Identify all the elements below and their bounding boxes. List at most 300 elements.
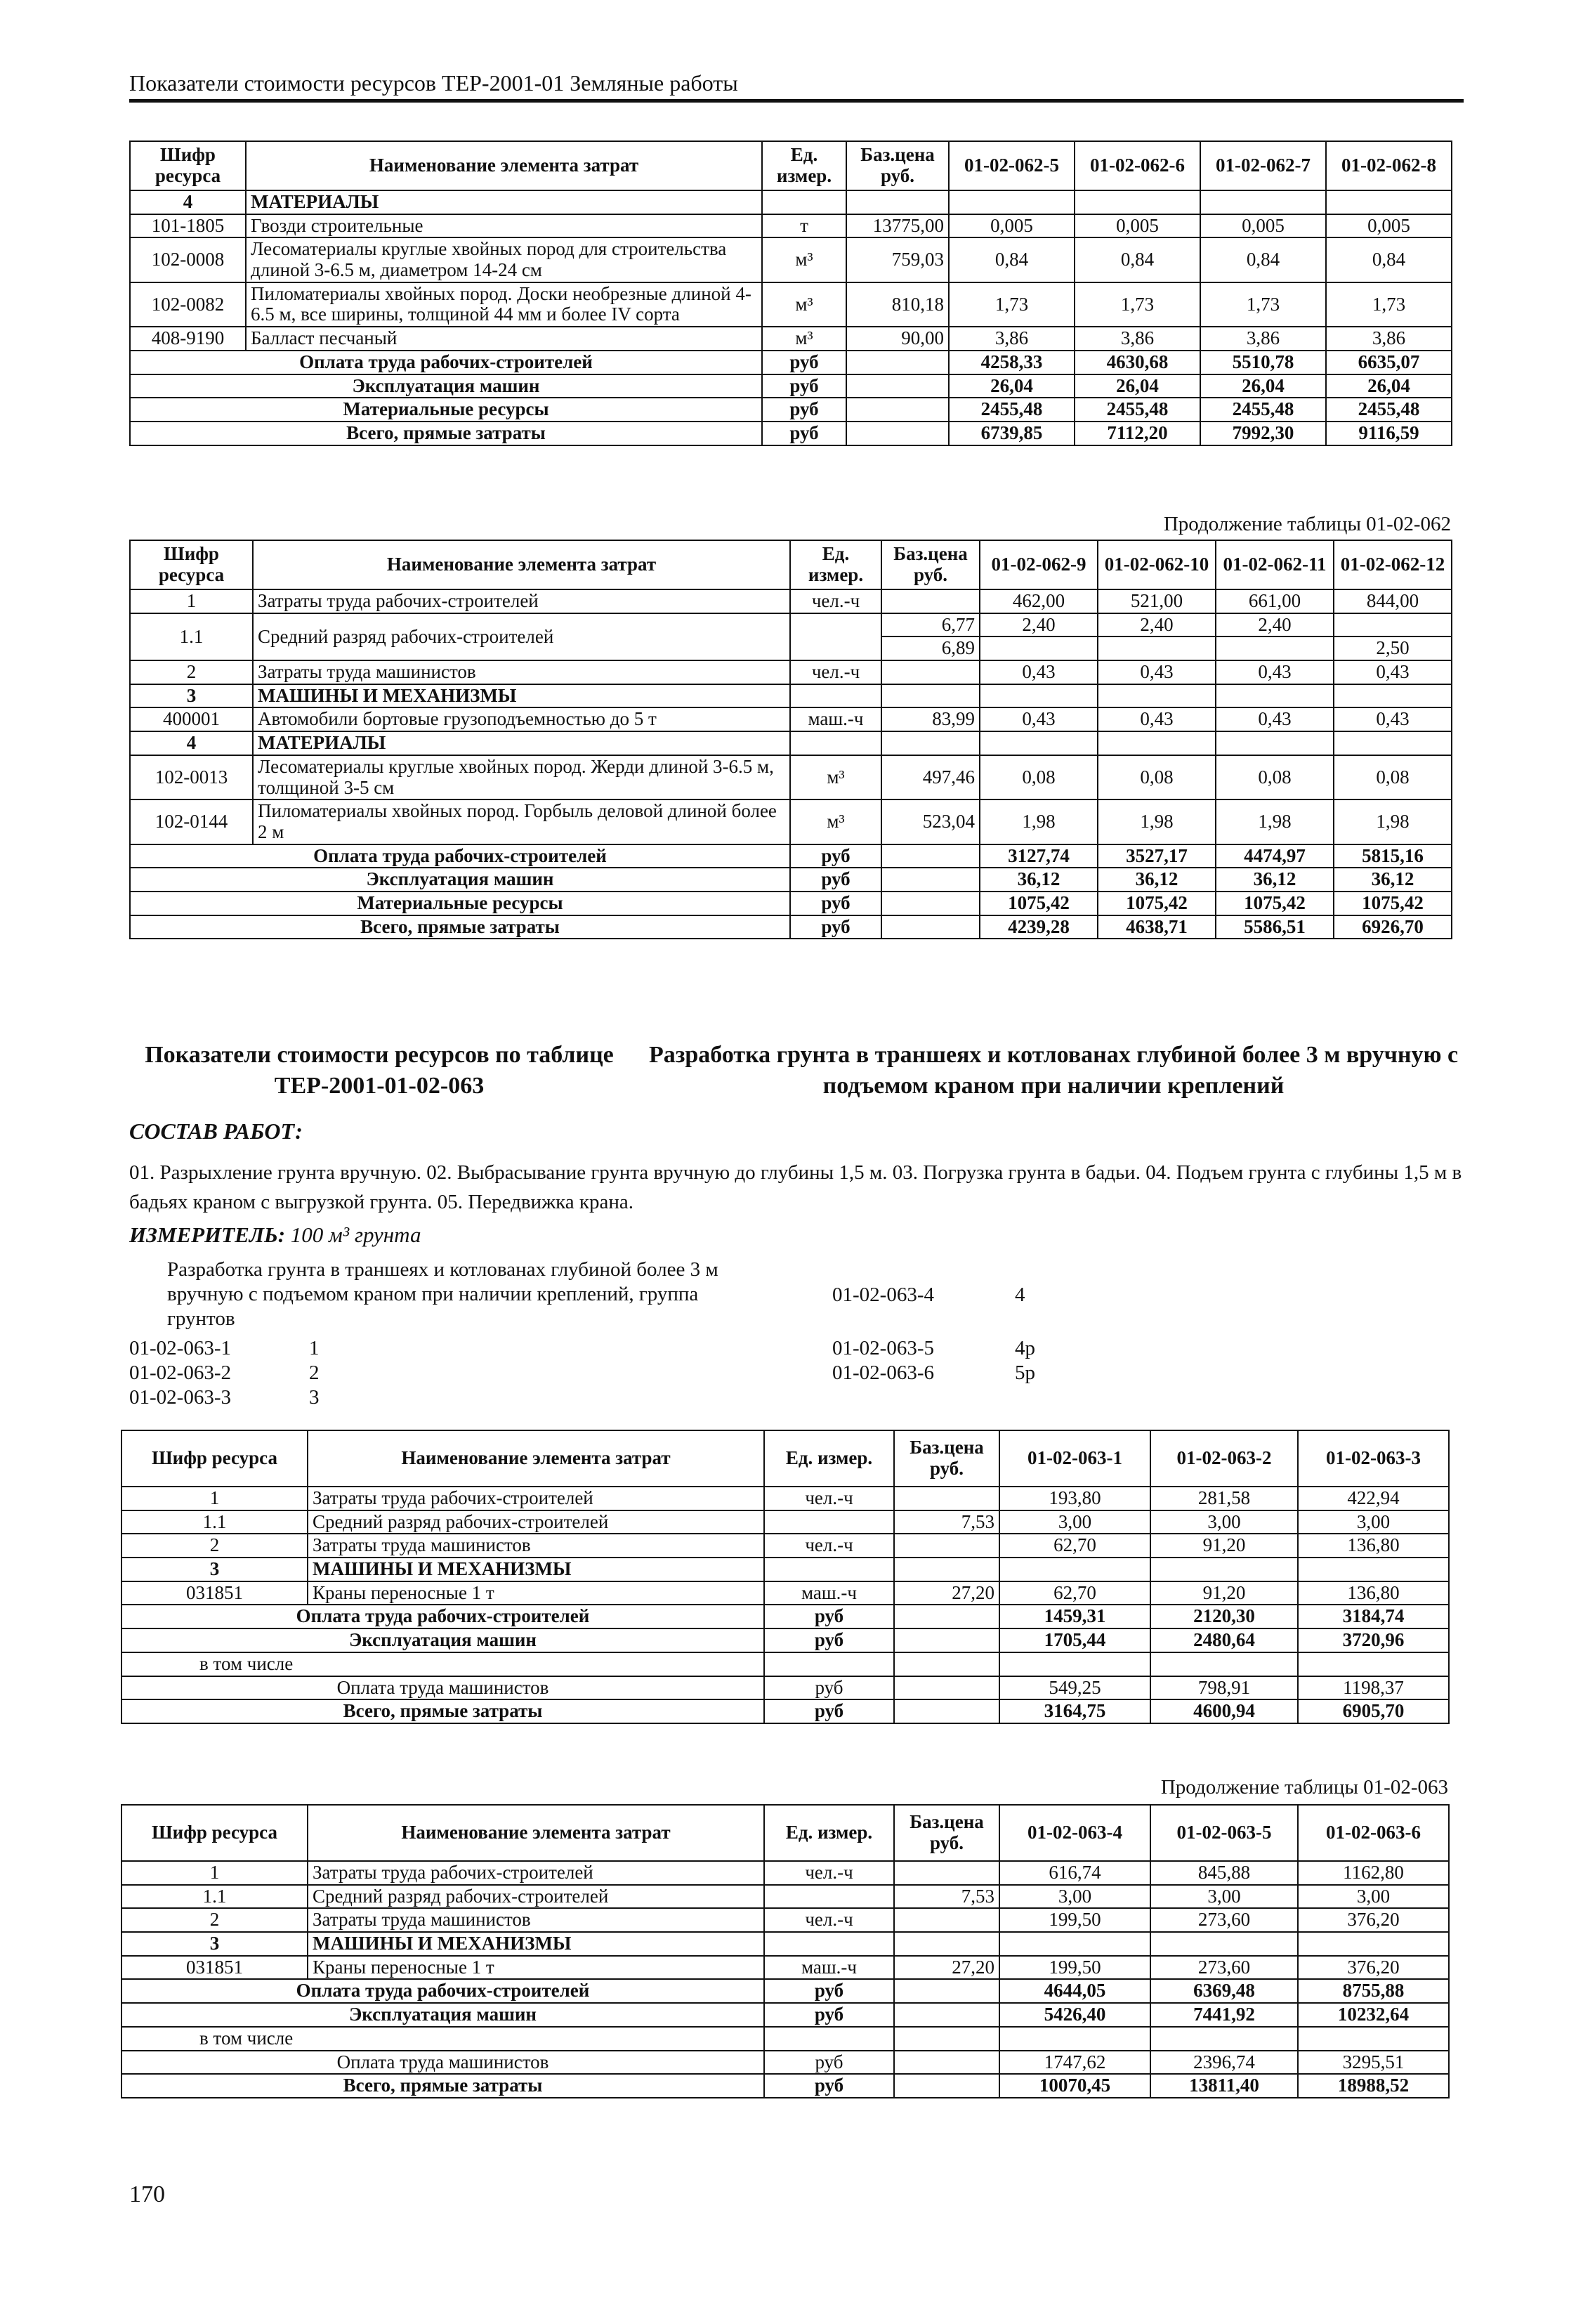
unit: руб [764, 2074, 894, 2098]
base-price: 497,46 [881, 755, 980, 799]
resource-name: Лесоматериалы круглые хвойных пород. Жерди длиной 3-6.5 м, толщиной 3-5 см [253, 755, 790, 799]
resource-code: 2 [122, 1908, 308, 1932]
table-row [130, 237, 1452, 282]
value-cell: 376,20 [1298, 1908, 1449, 1932]
table-row [122, 1956, 1449, 1980]
value-cell: 1075,42 [1098, 892, 1216, 915]
base-price: 759,03 [846, 237, 949, 282]
resource-name: Затраты труда рабочих-строителей [308, 1487, 764, 1510]
table-row [130, 327, 1452, 351]
value-cell: 4644,05 [999, 1979, 1150, 2003]
value-cell: 3164,75 [999, 1699, 1150, 1723]
value-cell: 2480,64 [1150, 1628, 1298, 1652]
value-cell: 26,04 [949, 374, 1075, 398]
section-row [130, 684, 1452, 708]
resource-name: Затраты труда машинистов [308, 1908, 764, 1932]
col-header: Наименование элемента затрат [253, 540, 790, 589]
resource-code: 1 [122, 1861, 308, 1885]
value-cell: 0,005 [1075, 214, 1200, 238]
total-label: Оплата труда машинистов [122, 1676, 764, 1700]
resource-code: 102-0082 [130, 282, 246, 327]
subtotal-row [122, 1676, 1449, 1700]
value-cell: 0,08 [1098, 755, 1216, 799]
meter-label: ИЗМЕРИТЕЛЬ: [129, 1222, 286, 1247]
section-code: 4 [130, 190, 246, 214]
col-header: Ед. измер. [762, 141, 846, 190]
value-cell: 845,88 [1150, 1861, 1298, 1885]
unit: чел.-ч [764, 1908, 894, 1932]
section-row [122, 1932, 1449, 1956]
resource-name: Затраты труда рабочих-строителей [253, 589, 790, 613]
value-cell: 5510,78 [1200, 351, 1326, 374]
total-label: Оплата труда рабочих-строителей [130, 844, 790, 868]
cost-table-063-4-6 [121, 1804, 1450, 2098]
value-cell: 193,80 [999, 1487, 1150, 1510]
value-cell: 1,98 [980, 799, 1098, 844]
total-label: Эксплуатация машин [122, 1628, 764, 1652]
resource-name: Средний разряд рабочих-строителей [308, 1885, 764, 1909]
resource-code: 1 [122, 1487, 308, 1510]
total-row [130, 351, 1452, 374]
value-cell: 1747,62 [999, 2051, 1150, 2075]
value-cell: 10232,64 [1298, 2003, 1449, 2027]
value-cell: 3527,17 [1098, 844, 1216, 868]
table-row [130, 613, 1452, 637]
value-cell: 91,20 [1150, 1534, 1298, 1558]
col-header: Ед. измер. [764, 1430, 894, 1487]
section-name: МАШИНЫ И МЕХАНИЗМЫ [253, 684, 790, 708]
total-row [122, 1605, 1449, 1628]
table-row [130, 282, 1452, 327]
value-cell: 36,12 [1098, 868, 1216, 892]
unit: руб [764, 2003, 894, 2027]
value-cell: 62,70 [999, 1581, 1150, 1605]
value-cell: 1162,80 [1298, 1861, 1449, 1885]
continuation-label: Продолжение таблицы 01-02-062 [1163, 513, 1451, 535]
unit: руб [764, 1605, 894, 1628]
table-row [130, 799, 1452, 844]
value-cell: 3,86 [1075, 327, 1200, 351]
resource-code: 031851 [122, 1581, 308, 1605]
value-cell: 0,08 [1216, 755, 1334, 799]
total-row [130, 892, 1452, 915]
col-header: 01-02-063-6 [1298, 1805, 1449, 1861]
unit: руб [764, 1979, 894, 2003]
unit: руб [764, 1628, 894, 1652]
value-cell: 0,43 [980, 660, 1098, 684]
total-row [130, 868, 1452, 892]
resource-code: 102-0013 [130, 755, 253, 799]
value-cell: 0,005 [1326, 214, 1452, 238]
value-cell: 616,74 [999, 1861, 1150, 1885]
value-cell: 0,005 [949, 214, 1075, 238]
value-cell: 3,86 [1200, 327, 1326, 351]
value-cell: 1075,42 [1216, 892, 1334, 915]
value-cell: 4630,68 [1075, 351, 1200, 374]
section-code: 3 [122, 1932, 308, 1956]
lookup-group: 2 [309, 1362, 320, 1384]
resource-name: Средний разряд рабочих-строителей [253, 613, 790, 660]
unit: руб [762, 351, 846, 374]
value-cell: 2120,30 [1150, 1605, 1298, 1628]
value-cell: 2,40 [980, 613, 1098, 637]
value-cell: 26,04 [1075, 374, 1200, 398]
base-price: 810,18 [846, 282, 949, 327]
unit: руб [762, 374, 846, 398]
unit: чел.-ч [764, 1487, 894, 1510]
value-cell: 62,70 [999, 1534, 1150, 1558]
col-header: Баз.цена руб. [881, 540, 980, 589]
resource-name: Затраты труда машинистов [308, 1534, 764, 1558]
lookup-code: 01-02-063-6 [832, 1362, 934, 1384]
resource-name: Пиломатериалы хвойных пород. Горбыль деловой длиной более 2 м [253, 799, 790, 844]
col-header: Баз.цена руб. [894, 1430, 999, 1487]
total-label: Эксплуатация машин [130, 374, 762, 398]
value-cell: 3,00 [1298, 1885, 1449, 1909]
lookup-code: 01-02-063-1 [129, 1337, 231, 1359]
value-cell: 0,43 [1216, 707, 1334, 731]
table-row [122, 1534, 1449, 1558]
value-cell: 273,60 [1150, 1956, 1298, 1980]
resource-name: Средний разряд рабочих-строителей [308, 1510, 764, 1534]
unit: чел.-ч [790, 660, 881, 684]
section-row [122, 1558, 1449, 1581]
value-cell: 26,04 [1326, 374, 1452, 398]
meter-line [129, 1222, 421, 1248]
resource-name: Затраты труда рабочих-строителей [308, 1861, 764, 1885]
value-cell: 6369,48 [1150, 1979, 1298, 2003]
value-cell: 6905,70 [1298, 1699, 1449, 1723]
unit: руб [790, 892, 881, 915]
unit: руб [762, 422, 846, 445]
value-cell: 1459,31 [999, 1605, 1150, 1628]
value-cell: 18988,52 [1298, 2074, 1449, 2098]
total-label: Всего, прямые затраты [130, 422, 762, 445]
lookup-title: Разработка грунта в траншеях и котлованах глубиной более 3 м вручную с подъемом краном при наличии креплений, группа грунтов [167, 1258, 718, 1330]
works-description: 01. Разрыхление грунта вручную. 02. Выбрасывание грунта вручную до глубины 1,5 м. 03. Погрузка грунта в бадьи. 04. Подъем грунта с глубины 1,5 м в бадьях краном с выгрузкой грунта. 05. Передвижка крана. [129, 1161, 1462, 1214]
cost-table-062-9-12 [129, 540, 1452, 939]
value-cell: 36,12 [1216, 868, 1334, 892]
unit: чел.-ч [790, 589, 881, 613]
value-cell: 7441,92 [1150, 2003, 1298, 2027]
value-cell: 3,00 [999, 1510, 1150, 1534]
section-name: МАТЕРИАЛЫ [246, 190, 762, 214]
value-cell: 36,12 [1334, 868, 1452, 892]
total-label: Оплата труда машинистов [122, 2051, 764, 2075]
table-row [130, 660, 1452, 684]
table-row [130, 214, 1452, 238]
value-cell: 422,94 [1298, 1487, 1449, 1510]
section-row [130, 731, 1452, 755]
value-cell: 2,40 [1216, 613, 1334, 637]
col-header: Ед. измер. [764, 1805, 894, 1861]
value-cell: 281,58 [1150, 1487, 1298, 1510]
resource-name: Затраты труда машинистов [253, 660, 790, 684]
total-label: Эксплуатация машин [130, 868, 790, 892]
value-cell: 0,84 [1200, 237, 1326, 282]
col-header: Наименование элемента затрат [308, 1805, 764, 1861]
col-header: 01-02-062-10 [1098, 540, 1216, 589]
lookup-code: 01-02-063-3 [129, 1386, 231, 1409]
value-cell: 273,60 [1150, 1908, 1298, 1932]
col-header: 01-02-062-11 [1216, 540, 1334, 589]
lookup-group: 1 [309, 1337, 320, 1359]
col-header: Наименование элемента затрат [308, 1430, 764, 1487]
works-heading: СОСТАВ РАБОТ: [129, 1118, 303, 1144]
base-price: 83,99 [881, 707, 980, 731]
value-cell: 1075,42 [980, 892, 1098, 915]
subtotal-row [122, 2027, 1449, 2051]
unit: руб [790, 868, 881, 892]
value-cell: 6739,85 [949, 422, 1075, 445]
value-cell: 2,50 [1334, 637, 1452, 660]
value-cell: 199,50 [999, 1908, 1150, 1932]
value-cell: 3,00 [999, 1885, 1150, 1909]
table-row [122, 1885, 1449, 1909]
value-cell: 376,20 [1298, 1956, 1449, 1980]
lookup-code: 01-02-063-5 [832, 1337, 934, 1359]
col-header: Ед. измер. [790, 540, 881, 589]
value-cell: 3295,51 [1298, 2051, 1449, 2075]
lookup-group: 4 [1015, 1284, 1025, 1306]
col-header: 01-02-062-9 [980, 540, 1098, 589]
unit: т [762, 214, 846, 238]
col-header: 01-02-062-6 [1075, 141, 1200, 190]
including-label: в том числе [122, 2027, 764, 2051]
lookup-code: 01-02-063-2 [129, 1362, 231, 1384]
value-cell: 4600,94 [1150, 1699, 1298, 1723]
subtotal-row [122, 2051, 1449, 2075]
value-cell: 2,40 [1098, 613, 1216, 637]
value-cell: 4258,33 [949, 351, 1075, 374]
total-label: Материальные ресурсы [130, 892, 790, 915]
resource-code: 102-0008 [130, 237, 246, 282]
value-cell: 36,12 [980, 868, 1098, 892]
resource-name: Краны переносные 1 т [308, 1956, 764, 1980]
base-price: 6,89 [881, 637, 980, 660]
value-cell: 0,43 [980, 707, 1098, 731]
total-label: Оплата труда рабочих-строителей [122, 1605, 764, 1628]
value-cell: 3,00 [1150, 1885, 1298, 1909]
table-row [122, 1581, 1449, 1605]
continuation-label: Продолжение таблицы 01-02-063 [1160, 1776, 1448, 1799]
value-cell: 1,98 [1098, 799, 1216, 844]
value-cell: 2455,48 [949, 398, 1075, 422]
value-cell: 549,25 [999, 1676, 1150, 1700]
unit: м³ [762, 237, 846, 282]
value-cell: 26,04 [1200, 374, 1326, 398]
value-cell: 136,80 [1298, 1534, 1449, 1558]
value-cell: 4638,71 [1098, 915, 1216, 939]
value-cell: 462,00 [980, 589, 1098, 613]
total-row [122, 1699, 1449, 1723]
value-cell: 8755,88 [1298, 1979, 1449, 2003]
total-row [122, 2003, 1449, 2027]
total-label: Оплата труда рабочих-строителей [130, 351, 762, 374]
unit: руб [790, 915, 881, 939]
value-cell: 1705,44 [999, 1628, 1150, 1652]
lookup-group: 5р [1015, 1362, 1035, 1384]
total-row [122, 1628, 1449, 1652]
section-row [130, 190, 1452, 214]
unit: м³ [762, 282, 846, 327]
value-cell: 1,73 [949, 282, 1075, 327]
section-name: МАШИНЫ И МЕХАНИЗМЫ [308, 1558, 764, 1581]
value-cell: 3,00 [1298, 1510, 1449, 1534]
section-name: МАТЕРИАЛЫ [253, 731, 790, 755]
resource-name: Автомобили бортовые грузоподъемностью до 5 т [253, 707, 790, 731]
value-cell: 0,43 [1216, 660, 1334, 684]
value-cell: 2455,48 [1075, 398, 1200, 422]
unit: маш.-ч [764, 1956, 894, 1980]
section-subtitle: Разработка грунта в траншеях и котлованах глубиной более 3 м вручную с подъемом краном при наличии креплений [648, 1042, 1459, 1099]
table-row [130, 707, 1452, 731]
value-cell: 5815,16 [1334, 844, 1452, 868]
table-row [130, 589, 1452, 613]
value-cell: 6926,70 [1334, 915, 1452, 939]
value-cell: 1,73 [1200, 282, 1326, 327]
lookup-group: 3 [309, 1386, 320, 1409]
value-cell: 3184,74 [1298, 1605, 1449, 1628]
unit: руб [790, 844, 881, 868]
total-row [130, 844, 1452, 868]
value-cell: 844,00 [1334, 589, 1452, 613]
value-cell: 5586,51 [1216, 915, 1334, 939]
col-header: Шифр ресурса [130, 540, 253, 589]
resource-code: 1.1 [130, 613, 253, 660]
unit: чел.-ч [764, 1534, 894, 1558]
table-row [122, 1510, 1449, 1534]
value-cell: 1075,42 [1334, 892, 1452, 915]
value-cell: 4239,28 [980, 915, 1098, 939]
total-label: Всего, прямые затраты [122, 2074, 764, 2098]
value-cell: 10070,45 [999, 2074, 1150, 2098]
cost-table-063-1-3 [121, 1430, 1450, 1724]
col-header: 01-02-063-4 [999, 1805, 1150, 1861]
total-row [130, 915, 1452, 939]
value-cell: 0,08 [980, 755, 1098, 799]
value-cell: 136,80 [1298, 1581, 1449, 1605]
col-header: 01-02-062-8 [1326, 141, 1452, 190]
col-header: 01-02-062-12 [1334, 540, 1452, 589]
value-cell: 661,00 [1216, 589, 1334, 613]
resource-code: 102-0144 [130, 799, 253, 844]
value-cell: 91,20 [1150, 1581, 1298, 1605]
value-cell: 0,08 [1334, 755, 1452, 799]
unit: чел.-ч [764, 1861, 894, 1885]
total-row [122, 1979, 1449, 2003]
value-cell: 7992,30 [1200, 422, 1326, 445]
col-header: Шифр ресурса [130, 141, 246, 190]
unit: руб [762, 398, 846, 422]
col-header: Шифр ресурса [122, 1805, 308, 1861]
value-cell: 2396,74 [1150, 2051, 1298, 2075]
table-row [122, 1487, 1449, 1510]
resource-code: 2 [130, 660, 253, 684]
unit: м³ [790, 755, 881, 799]
unit: маш.-ч [790, 707, 881, 731]
total-label: Оплата труда рабочих-строителей [122, 1979, 764, 2003]
subtotal-row [122, 1652, 1449, 1676]
resource-code: 2 [122, 1534, 308, 1558]
col-header: 01-02-063-3 [1298, 1430, 1449, 1487]
resource-code: 031851 [122, 1956, 308, 1980]
page-number: 170 [129, 2181, 165, 2207]
value-cell: 199,50 [999, 1956, 1150, 1980]
value-cell: 521,00 [1098, 589, 1216, 613]
unit: м³ [790, 799, 881, 844]
value-cell: 5426,40 [999, 2003, 1150, 2027]
resource-name: Гвозди строительные [246, 214, 762, 238]
unit: м³ [762, 327, 846, 351]
base-price: 6,77 [881, 613, 980, 637]
value-cell: 2455,48 [1200, 398, 1326, 422]
col-header: Баз.цена руб. [894, 1805, 999, 1861]
value-cell: 0,84 [1326, 237, 1452, 282]
total-label: Материальные ресурсы [130, 398, 762, 422]
value-cell: 0,43 [1098, 660, 1216, 684]
meter-value: 100 м³ грунта [290, 1222, 421, 1247]
total-row [130, 374, 1452, 398]
col-header: 01-02-063-5 [1150, 1805, 1298, 1861]
total-row [130, 398, 1452, 422]
value-cell: 0,43 [1334, 660, 1452, 684]
value-cell: 3,86 [949, 327, 1075, 351]
resource-code: 1.1 [122, 1510, 308, 1534]
value-cell: 1,98 [1334, 799, 1452, 844]
total-label: Эксплуатация машин [122, 2003, 764, 2027]
base-price: 27,20 [894, 1956, 999, 1980]
section-code: 3 [122, 1558, 308, 1581]
value-cell: 13811,40 [1150, 2074, 1298, 2098]
value-cell: 0,84 [1075, 237, 1200, 282]
table-row [122, 1908, 1449, 1932]
resource-name: Краны переносные 1 т [308, 1581, 764, 1605]
resource-code: 1.1 [122, 1885, 308, 1909]
value-cell: 9116,59 [1326, 422, 1452, 445]
value-cell: 2455,48 [1326, 398, 1452, 422]
resource-code: 1 [130, 589, 253, 613]
table-row [122, 1861, 1449, 1885]
resource-name: Балласт песчаный [246, 327, 762, 351]
section-code: 4 [130, 731, 253, 755]
value-cell: 0,43 [1098, 707, 1216, 731]
value-cell: 6635,07 [1326, 351, 1452, 374]
col-header: 01-02-062-7 [1200, 141, 1326, 190]
col-header: Шифр ресурса [122, 1430, 308, 1487]
resource-name: Пиломатериалы хвойных пород. Доски необрезные длиной 4-6.5 м, все ширины, толщиной 44 мм и более IV сорта [246, 282, 762, 327]
unit: руб [764, 2051, 894, 2075]
base-price: 523,04 [881, 799, 980, 844]
base-price: 13775,00 [846, 214, 949, 238]
resource-name: Лесоматериалы круглые хвойных пород для строительства длиной 3-6.5 м, диаметром 14-24 см [246, 237, 762, 282]
total-label: Всего, прямые затраты [122, 1699, 764, 1723]
unit: маш.-ч [764, 1581, 894, 1605]
col-header: 01-02-063-1 [999, 1430, 1150, 1487]
base-price: 27,20 [894, 1581, 999, 1605]
page-header: Показатели стоимости ресурсов ТЕР-2001-01 Земляные работы [129, 70, 1464, 103]
resource-code: 101-1805 [130, 214, 246, 238]
total-label: Всего, прямые затраты [130, 915, 790, 939]
col-header: 01-02-062-5 [949, 141, 1075, 190]
col-header: Наименование элемента затрат [246, 141, 762, 190]
resource-code: 408-9190 [130, 327, 246, 351]
col-header: 01-02-063-2 [1150, 1430, 1298, 1487]
value-cell: 0,005 [1200, 214, 1326, 238]
value-cell: 3,00 [1150, 1510, 1298, 1534]
value-cell: 1198,37 [1298, 1676, 1449, 1700]
base-price: 7,53 [894, 1510, 999, 1534]
